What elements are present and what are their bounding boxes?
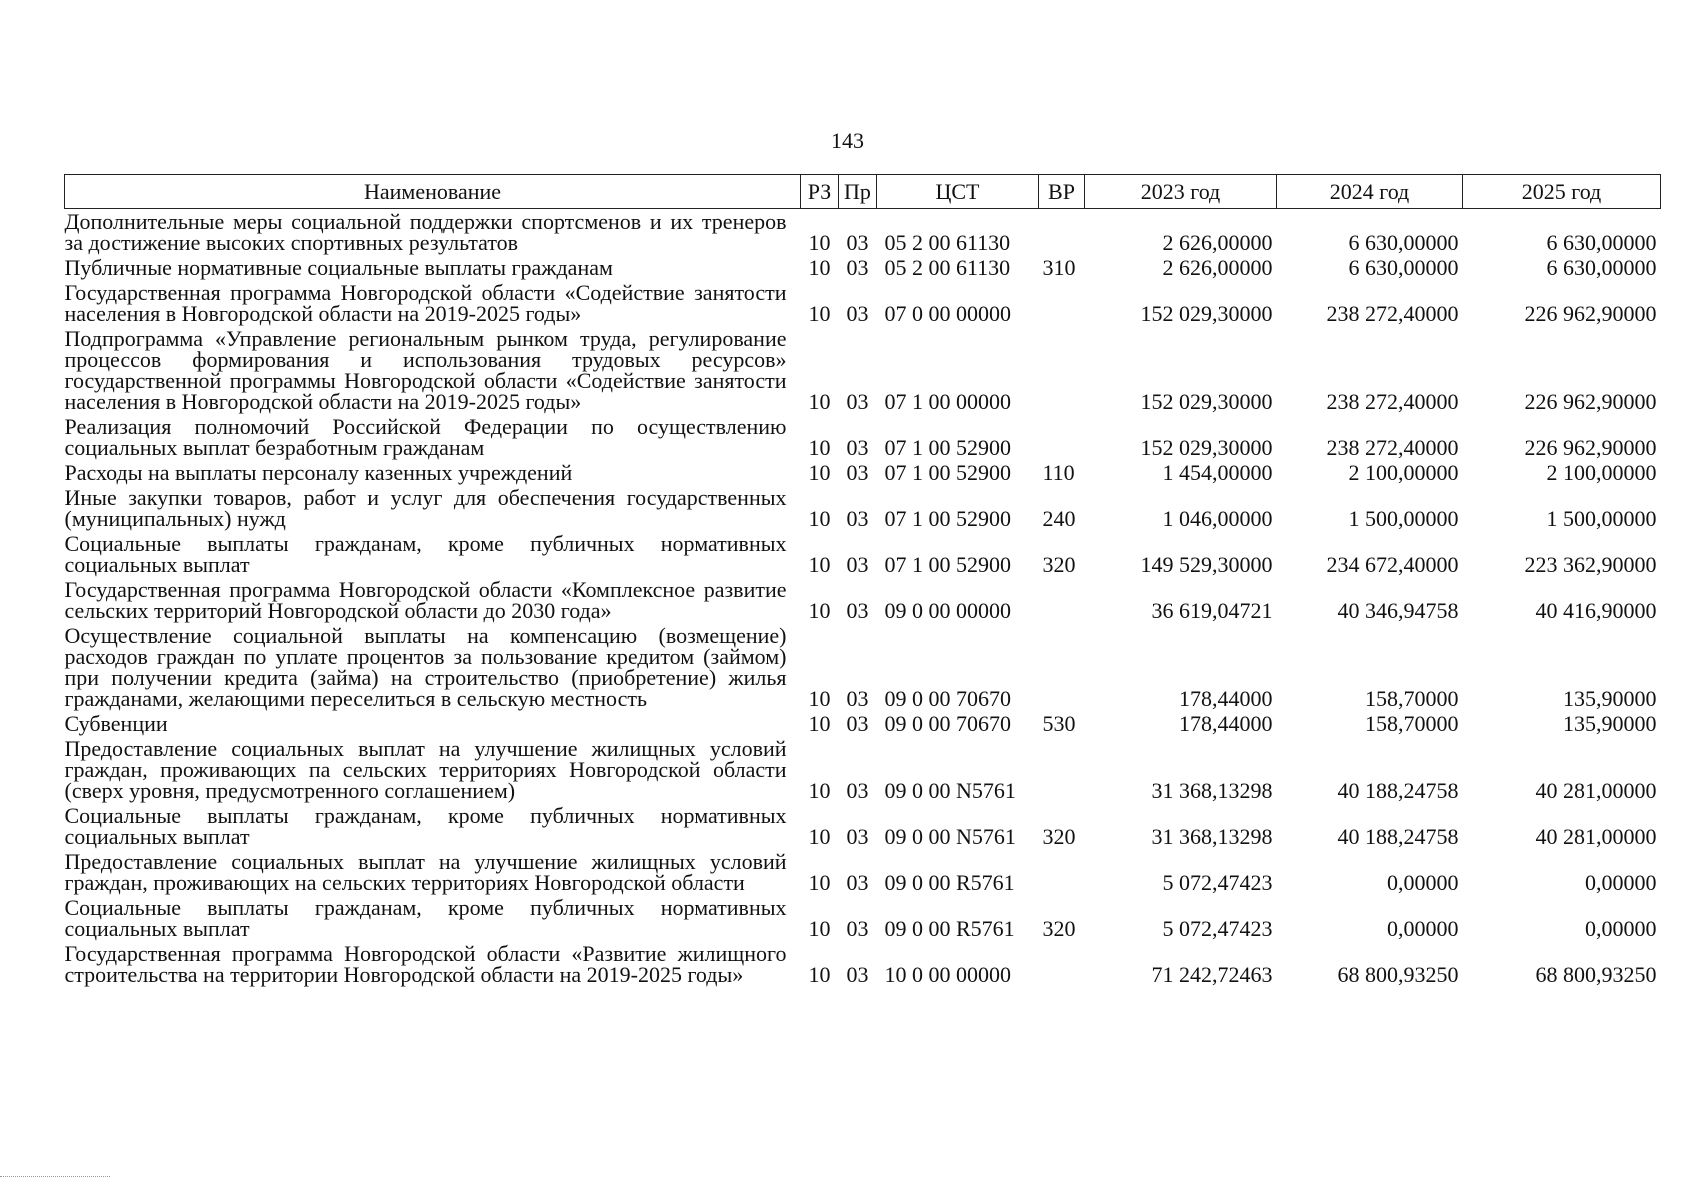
cell-pr: 03 xyxy=(846,598,869,623)
cell-pr: 03 xyxy=(846,824,869,849)
cell-y2023: 152 029,30000 xyxy=(1140,301,1273,326)
table-row xyxy=(65,803,1661,849)
cell-vr xyxy=(1039,623,1085,711)
cell-cst: 09 0 00 00000 xyxy=(884,598,1011,623)
cell-y2023: 178,44000 xyxy=(1179,711,1273,736)
cell-pr: 03 xyxy=(846,301,869,326)
cell-pr: 03 xyxy=(846,962,869,987)
cell-cst: 09 0 00 70670 xyxy=(884,711,1011,736)
cell-pr: 03 xyxy=(846,389,869,414)
cell-y2023: 31 368,13298 xyxy=(1151,824,1273,849)
cell-pr: 03 xyxy=(846,435,869,460)
cell-name: Социальные выплаты гражданам, кроме публичных нормативных социальных выплат xyxy=(64,895,787,941)
cell-y2023: 31 368,13298 xyxy=(1151,778,1273,803)
table-row xyxy=(65,895,1661,941)
cell-rz: 10 xyxy=(808,778,831,803)
cell-vr: 530 xyxy=(1042,711,1076,736)
cell-rz: 10 xyxy=(808,598,831,623)
cell-name: Иные закупки товаров, работ и услуг для обеспечения государственных (муниципальных) нужд xyxy=(64,485,787,531)
cell-name: Дополнительные меры социальной поддержки спортсменов и их тренеров за достижение высоких спортивных результатов xyxy=(64,209,787,255)
cell-vr xyxy=(1039,736,1085,803)
cell-y2025: 6 630,00000 xyxy=(1546,255,1657,280)
cell-y2024: 238 272,40000 xyxy=(1326,389,1459,414)
cell-y2024: 234 672,40000 xyxy=(1326,552,1459,577)
table-row xyxy=(65,531,1661,577)
cell-vr xyxy=(1039,577,1085,623)
cell-rz: 10 xyxy=(808,962,831,987)
cell-y2024: 0,00000 xyxy=(1387,916,1459,941)
cell-y2025: 6 630,00000 xyxy=(1546,230,1657,255)
cell-name: Социальные выплаты гражданам, кроме публичных нормативных социальных выплат xyxy=(64,531,787,577)
header-2023: 2023 год xyxy=(1085,175,1277,209)
cell-name: Государственная программа Новгородской области «Развитие жилищного строительства на территории Новгородской области на 2019-2025 годы» xyxy=(64,941,787,987)
cell-vr: 240 xyxy=(1042,506,1076,531)
cell-vr xyxy=(1039,849,1085,895)
header-vr: ВР xyxy=(1039,175,1085,209)
table-row xyxy=(65,280,1661,326)
cell-y2024: 238 272,40000 xyxy=(1326,435,1459,460)
cell-rz: 10 xyxy=(808,824,831,849)
table-header-row xyxy=(65,175,1661,209)
cell-y2024: 6 630,00000 xyxy=(1348,230,1459,255)
cell-y2025: 40 281,00000 xyxy=(1535,778,1657,803)
cell-y2023: 1 454,00000 xyxy=(1162,460,1273,485)
cell-vr xyxy=(1039,326,1085,414)
cell-cst: 09 0 00 N5761 xyxy=(884,824,1016,849)
cell-y2023: 2 626,00000 xyxy=(1162,230,1273,255)
cell-name: Государственная программа Новгородской области «Содействие занятости населения в Новгородской области на 2019-2025 годы» xyxy=(64,280,787,326)
header-pr: Пр xyxy=(839,175,877,209)
cell-cst: 05 2 00 61130 xyxy=(884,255,1011,280)
cell-pr: 03 xyxy=(846,778,869,803)
cell-vr: 110 xyxy=(1042,460,1075,485)
cell-name: Социальные выплаты гражданам, кроме публичных нормативных социальных выплат xyxy=(64,803,787,849)
table-row xyxy=(65,736,1661,803)
cell-name: Предоставление социальных выплат на улучшение жилищных условий граждан, проживающих па сельских территориях Новгородской области (сверх уровня, предусмотренного соглашением) xyxy=(64,736,787,803)
cell-y2025: 0,00000 xyxy=(1585,870,1657,895)
cell-rz: 10 xyxy=(808,389,831,414)
cell-pr: 03 xyxy=(846,686,869,711)
cell-pr: 03 xyxy=(846,506,869,531)
cell-y2025: 135,90000 xyxy=(1563,711,1657,736)
cell-name: Публичные нормативные социальные выплаты гражданам xyxy=(64,255,613,280)
cell-y2025: 2 100,00000 xyxy=(1546,460,1657,485)
cell-cst: 09 0 00 70670 xyxy=(884,686,1011,711)
cell-y2025: 226 962,90000 xyxy=(1524,389,1657,414)
table-row xyxy=(65,849,1661,895)
table-body xyxy=(65,209,1661,988)
cell-name: Государственная программа Новгородской области «Комплексное развитие сельских территорий Новгородской области до 2030 года» xyxy=(64,577,787,623)
cell-vr: 320 xyxy=(1042,824,1076,849)
cell-pr: 03 xyxy=(846,552,869,577)
page-number: 143 xyxy=(831,128,864,153)
cell-pr: 03 xyxy=(846,255,869,280)
cell-y2025: 135,90000 xyxy=(1563,686,1657,711)
table-row xyxy=(65,326,1661,414)
cell-rz: 10 xyxy=(808,230,831,255)
cell-y2023: 178,44000 xyxy=(1179,686,1273,711)
table-row xyxy=(65,414,1661,460)
cell-y2025: 40 281,00000 xyxy=(1535,824,1657,849)
cell-name: Субвенции xyxy=(64,711,168,736)
header-name: Наименование xyxy=(65,175,801,209)
cell-y2024: 40 188,24758 xyxy=(1337,824,1459,849)
cell-y2024: 6 630,00000 xyxy=(1348,255,1459,280)
cell-y2024: 40 346,94758 xyxy=(1337,598,1459,623)
cell-y2024: 2 100,00000 xyxy=(1348,460,1459,485)
header-rz: РЗ xyxy=(801,175,839,209)
cell-cst: 07 1 00 52900 xyxy=(884,506,1011,531)
table-row xyxy=(65,577,1661,623)
cell-cst: 07 0 00 00000 xyxy=(884,301,1011,326)
cell-rz: 10 xyxy=(808,711,831,736)
cell-name: Предоставление социальных выплат на улучшение жилищных условий граждан, проживающих на сельских территориях Новгородской области xyxy=(64,849,787,895)
cell-rz: 10 xyxy=(808,870,831,895)
cell-rz: 10 xyxy=(808,435,831,460)
cell-y2024: 238 272,40000 xyxy=(1326,301,1459,326)
budget-table xyxy=(64,174,1661,987)
cell-rz: 10 xyxy=(808,506,831,531)
cell-y2025: 40 416,90000 xyxy=(1535,598,1657,623)
cell-cst: 05 2 00 61130 xyxy=(884,230,1011,255)
cell-y2024: 158,70000 xyxy=(1365,686,1459,711)
header-2024: 2024 год xyxy=(1277,175,1463,209)
cell-rz: 10 xyxy=(808,301,831,326)
cell-pr: 03 xyxy=(846,711,869,736)
cell-cst: 09 0 00 R5761 xyxy=(884,870,1015,895)
cell-cst: 07 1 00 52900 xyxy=(884,460,1011,485)
scan-artifact xyxy=(0,1176,110,1179)
cell-y2023: 36 619,04721 xyxy=(1151,598,1273,623)
cell-cst: 09 0 00 R5761 xyxy=(884,916,1015,941)
table-row xyxy=(65,711,1661,736)
cell-y2023: 152 029,30000 xyxy=(1140,389,1273,414)
cell-vr xyxy=(1039,414,1085,460)
cell-pr: 03 xyxy=(846,870,869,895)
table-row xyxy=(65,209,1661,256)
cell-y2025: 68 800,93250 xyxy=(1535,962,1657,987)
cell-name: Осуществление социальной выплаты на компенсацию (возмещение) расходов граждан по уплате процентов за пользование кредитом (займом) при получении кредита (займа) на строительство (приобретение) жилья гражданами, желающими переселиться в сельскую местность xyxy=(64,623,787,711)
cell-y2023: 152 029,30000 xyxy=(1140,435,1273,460)
cell-y2024: 0,00000 xyxy=(1387,870,1459,895)
table-row xyxy=(65,255,1661,280)
cell-y2024: 1 500,00000 xyxy=(1348,506,1459,531)
cell-rz: 10 xyxy=(808,460,831,485)
cell-vr: 310 xyxy=(1042,255,1076,280)
cell-y2025: 1 500,00000 xyxy=(1546,506,1657,531)
cell-cst: 07 1 00 00000 xyxy=(884,389,1011,414)
cell-y2023: 5 072,47423 xyxy=(1162,870,1273,895)
cell-y2025: 223 362,90000 xyxy=(1524,552,1657,577)
cell-rz: 10 xyxy=(808,255,831,280)
cell-cst: 07 1 00 52900 xyxy=(884,552,1011,577)
cell-pr: 03 xyxy=(846,460,869,485)
cell-rz: 10 xyxy=(808,686,831,711)
cell-pr: 03 xyxy=(846,916,869,941)
cell-y2025: 226 962,90000 xyxy=(1524,301,1657,326)
cell-rz: 10 xyxy=(808,916,831,941)
budget-table-container xyxy=(64,174,1660,987)
cell-cst: 07 1 00 52900 xyxy=(884,435,1011,460)
cell-y2025: 0,00000 xyxy=(1585,916,1657,941)
cell-vr xyxy=(1039,280,1085,326)
cell-y2025: 226 962,90000 xyxy=(1524,435,1657,460)
table-row xyxy=(65,941,1661,987)
cell-rz: 10 xyxy=(808,552,831,577)
header-2025: 2025 год xyxy=(1463,175,1661,209)
table-row xyxy=(65,623,1661,711)
header-cst: ЦСТ xyxy=(877,175,1039,209)
cell-y2023: 2 626,00000 xyxy=(1162,255,1273,280)
cell-pr: 03 xyxy=(846,230,869,255)
cell-y2023: 71 242,72463 xyxy=(1151,962,1273,987)
cell-name: Расходы на выплаты персоналу казенных учреждений xyxy=(64,460,573,485)
cell-y2024: 40 188,24758 xyxy=(1337,778,1459,803)
table-row xyxy=(65,460,1661,485)
cell-y2023: 1 046,00000 xyxy=(1162,506,1273,531)
cell-vr xyxy=(1039,209,1085,256)
cell-cst: 10 0 00 00000 xyxy=(884,962,1011,987)
cell-name: Подпрограмма «Управление региональным рынком труда, регулирование процессов формирования и использования трудовых ресурсов» государственной программы Новгородской области «Содействие занятости населения в Новгородской области на 2019-2025 годы» xyxy=(64,326,787,414)
cell-y2023: 5 072,47423 xyxy=(1162,916,1273,941)
cell-y2024: 158,70000 xyxy=(1365,711,1459,736)
cell-vr: 320 xyxy=(1042,916,1076,941)
cell-y2024: 68 800,93250 xyxy=(1337,962,1459,987)
cell-name: Реализация полномочий Российской Федерации по осуществлению социальных выплат безработным гражданам xyxy=(64,414,787,460)
cell-vr: 320 xyxy=(1042,552,1076,577)
cell-vr xyxy=(1039,941,1085,987)
table-row xyxy=(65,485,1661,531)
cell-y2023: 149 529,30000 xyxy=(1140,552,1273,577)
cell-cst: 09 0 00 N5761 xyxy=(884,778,1016,803)
